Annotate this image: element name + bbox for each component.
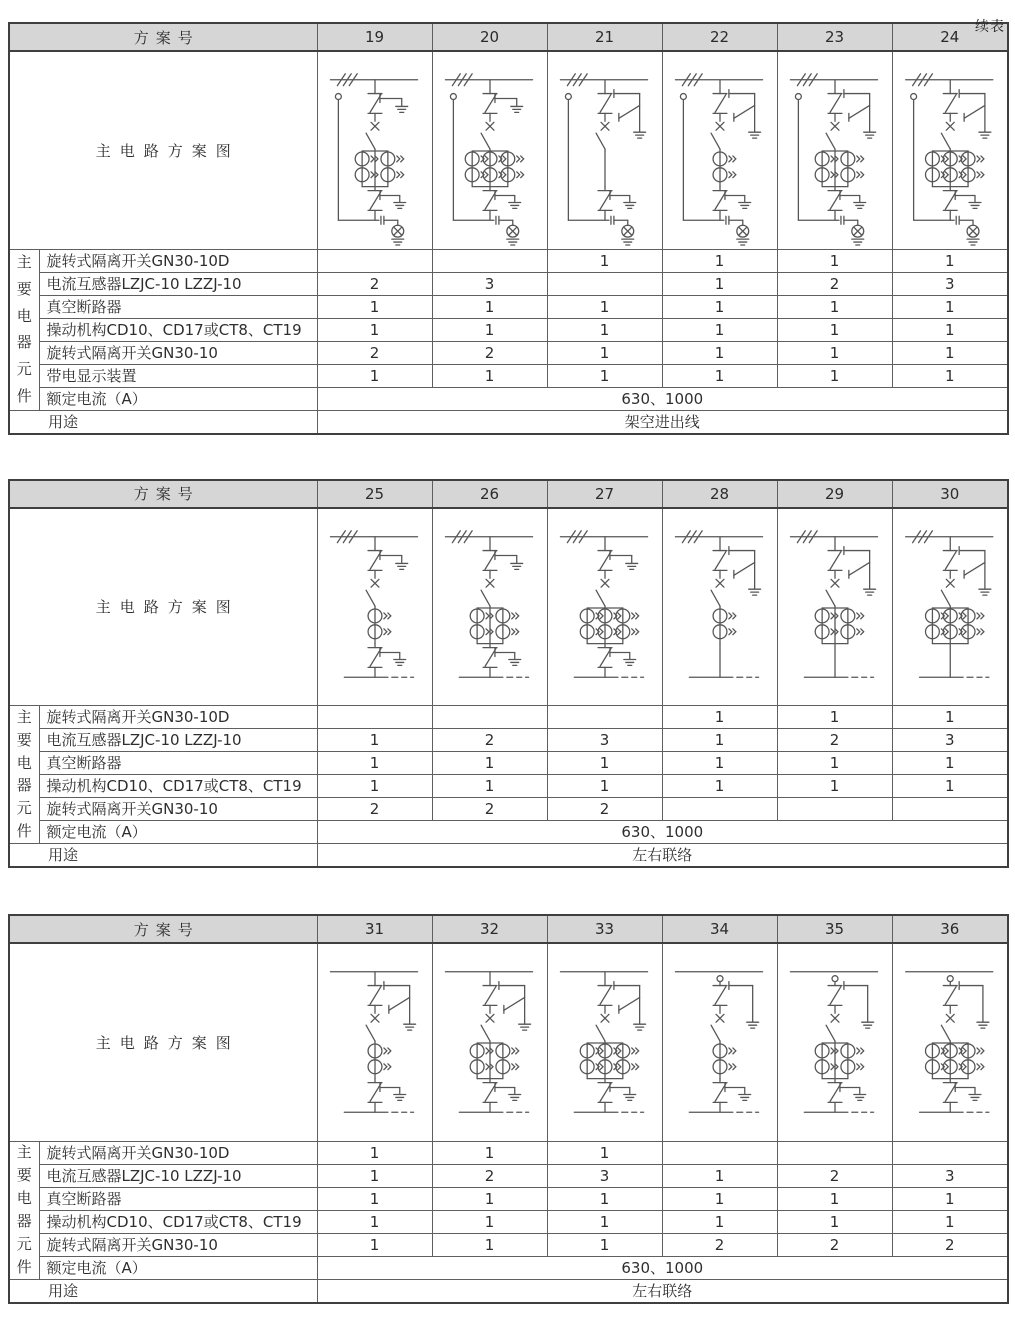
- usage-value: 左右联络: [317, 1279, 1008, 1303]
- component-count: 1: [317, 1210, 432, 1233]
- component-row: [9, 341, 1008, 364]
- diagram-row: [9, 51, 1008, 249]
- scheme-no-header: 方案号: [9, 480, 317, 508]
- component-count: 2: [777, 1233, 892, 1256]
- circuit-diagram: [777, 943, 892, 1141]
- header-row: [9, 23, 1008, 51]
- component-count: [317, 706, 432, 729]
- component-count: 1: [432, 1187, 547, 1210]
- rated-current-label: 额定电流（A）: [39, 1256, 317, 1279]
- component-count: 3: [892, 272, 1008, 295]
- component-count: 1: [317, 364, 432, 387]
- component-row: [9, 364, 1008, 387]
- circuit-diagram: [662, 508, 777, 706]
- component-count: 1: [547, 775, 662, 798]
- component-count: 1: [777, 706, 892, 729]
- component-count: 2: [432, 729, 547, 752]
- circuit-diagram: [777, 508, 892, 706]
- circuit-diagram: [317, 943, 432, 1141]
- component-count: 3: [432, 272, 547, 295]
- circuit-diagram: [662, 943, 777, 1141]
- scheme-number: 35: [777, 915, 892, 943]
- component-count: 3: [892, 1164, 1008, 1187]
- component-count: 1: [432, 775, 547, 798]
- component-label: 旋转式隔离开关GN30-10D: [39, 1141, 317, 1164]
- rated-current-row: [9, 1256, 1008, 1279]
- component-count: 1: [662, 272, 777, 295]
- rated-current-value: 630、1000: [317, 1256, 1008, 1279]
- component-count: [317, 249, 432, 272]
- component-count: 2: [777, 1164, 892, 1187]
- component-row: [9, 1141, 1008, 1164]
- component-count: [892, 798, 1008, 821]
- component-count: [432, 249, 547, 272]
- component-count: 2: [317, 272, 432, 295]
- component-count: 1: [892, 295, 1008, 318]
- component-count: 1: [892, 775, 1008, 798]
- scheme-number: 29: [777, 480, 892, 508]
- scheme-number: 34: [662, 915, 777, 943]
- scheme-no-header: 方案号: [9, 915, 317, 943]
- header-row: [9, 915, 1008, 943]
- component-count: 1: [892, 364, 1008, 387]
- circuit-diagram: [777, 51, 892, 249]
- component-count: 1: [662, 318, 777, 341]
- component-count: 1: [317, 752, 432, 775]
- scheme-table-31-36: [8, 914, 1009, 1304]
- component-count: 2: [547, 798, 662, 821]
- component-count: 1: [777, 1187, 892, 1210]
- scheme-number: 22: [662, 23, 777, 51]
- scheme-number: 36: [892, 915, 1008, 943]
- usage-row: [9, 1279, 1008, 1303]
- component-group-label: 主 要 电 器 元 件: [9, 249, 39, 410]
- component-count: [432, 706, 547, 729]
- component-count: 3: [892, 729, 1008, 752]
- component-count: [547, 706, 662, 729]
- component-row: [9, 706, 1008, 729]
- component-row: [9, 729, 1008, 752]
- component-count: 1: [777, 249, 892, 272]
- component-count: 1: [662, 1210, 777, 1233]
- usage-row: [9, 410, 1008, 434]
- rated-current-row: [9, 821, 1008, 844]
- component-label: 电流互感器LZJC-10 LZZJ-10: [39, 272, 317, 295]
- component-label: 旋转式隔离开关GN30-10: [39, 798, 317, 821]
- component-count: 2: [432, 798, 547, 821]
- diagram-row: [9, 508, 1008, 706]
- usage-label: 用途: [9, 410, 317, 434]
- scheme-number: 20: [432, 23, 547, 51]
- component-row: [9, 272, 1008, 295]
- component-label: 真空断路器: [39, 295, 317, 318]
- scheme-table-19-24: [8, 22, 1009, 435]
- continued-table-label: 续表: [975, 19, 1005, 35]
- rated-current-label: 额定电流（A）: [39, 821, 317, 844]
- circuit-diagram: [432, 51, 547, 249]
- diagram-section-label: 主电路方案图: [9, 51, 317, 249]
- component-count: 1: [317, 1233, 432, 1256]
- component-row: [9, 752, 1008, 775]
- component-count: 3: [547, 1164, 662, 1187]
- component-row: [9, 1187, 1008, 1210]
- component-count: 1: [432, 318, 547, 341]
- component-count: 1: [662, 364, 777, 387]
- component-count: 1: [777, 341, 892, 364]
- component-count: 1: [892, 752, 1008, 775]
- usage-value: 架空进出线: [317, 410, 1008, 434]
- component-label: 旋转式隔离开关GN30-10: [39, 341, 317, 364]
- component-label: 操动机构CD10、CD17或CT8、CT19: [39, 318, 317, 341]
- scheme-number: 26: [432, 480, 547, 508]
- component-count: 1: [432, 1210, 547, 1233]
- component-count: 2: [317, 798, 432, 821]
- component-count: [547, 272, 662, 295]
- component-count: 1: [317, 775, 432, 798]
- component-count: 1: [892, 318, 1008, 341]
- circuit-diagram: [317, 508, 432, 706]
- component-count: 1: [892, 249, 1008, 272]
- component-count: 1: [662, 1187, 777, 1210]
- component-count: [892, 1141, 1008, 1164]
- usage-value: 左右联络: [317, 844, 1008, 868]
- circuit-diagram: [662, 51, 777, 249]
- component-row: [9, 318, 1008, 341]
- component-row: [9, 249, 1008, 272]
- component-count: 1: [662, 706, 777, 729]
- component-count: 1: [547, 752, 662, 775]
- component-count: 1: [547, 249, 662, 272]
- component-count: 1: [432, 295, 547, 318]
- component-count: 2: [317, 341, 432, 364]
- component-row: [9, 1164, 1008, 1187]
- component-count: 1: [317, 295, 432, 318]
- component-count: 1: [777, 364, 892, 387]
- component-count: 1: [317, 1141, 432, 1164]
- component-count: 1: [317, 318, 432, 341]
- component-count: 1: [547, 295, 662, 318]
- component-count: 2: [432, 341, 547, 364]
- scheme-table-25-30: [8, 479, 1009, 869]
- component-count: 1: [777, 752, 892, 775]
- component-count: 1: [432, 1233, 547, 1256]
- component-count: 1: [892, 1187, 1008, 1210]
- rated-current-value: 630、1000: [317, 821, 1008, 844]
- component-count: 1: [892, 341, 1008, 364]
- component-count: 1: [892, 706, 1008, 729]
- scheme-number: 30: [892, 480, 1008, 508]
- component-count: 1: [777, 1210, 892, 1233]
- usage-label: 用途: [9, 844, 317, 868]
- component-row: [9, 1233, 1008, 1256]
- scheme-number: 23: [777, 23, 892, 51]
- component-count: 1: [662, 775, 777, 798]
- diagram-section-label: 主电路方案图: [9, 508, 317, 706]
- component-count: [662, 1141, 777, 1164]
- component-count: 3: [547, 729, 662, 752]
- component-count: 1: [547, 1210, 662, 1233]
- circuit-diagram: [892, 943, 1008, 1141]
- component-label: 操动机构CD10、CD17或CT8、CT19: [39, 775, 317, 798]
- component-count: [777, 1141, 892, 1164]
- circuit-diagram: [432, 943, 547, 1141]
- component-count: 1: [317, 1164, 432, 1187]
- component-count: 1: [662, 341, 777, 364]
- diagram-section-label: 主电路方案图: [9, 943, 317, 1141]
- component-count: 1: [892, 1210, 1008, 1233]
- rated-current-value: 630、1000: [317, 387, 1008, 410]
- circuit-diagram: [892, 508, 1008, 706]
- component-count: 1: [662, 249, 777, 272]
- circuit-diagram: [432, 508, 547, 706]
- component-count: 1: [547, 364, 662, 387]
- component-label: 带电显示装置: [39, 364, 317, 387]
- scheme-number: 19: [317, 23, 432, 51]
- rated-current-row: [9, 387, 1008, 410]
- usage-label: 用途: [9, 1279, 317, 1303]
- component-count: 2: [892, 1233, 1008, 1256]
- rated-current-label: 额定电流（A）: [39, 387, 317, 410]
- scheme-number: 21: [547, 23, 662, 51]
- component-count: 1: [547, 1187, 662, 1210]
- component-group-label: 主 要 电 器 元 件: [9, 706, 39, 844]
- component-label: 旋转式隔离开关GN30-10: [39, 1233, 317, 1256]
- scheme-number: 25: [317, 480, 432, 508]
- component-count: 2: [662, 1233, 777, 1256]
- scheme-number: 28: [662, 480, 777, 508]
- component-count: 2: [777, 272, 892, 295]
- component-row: [9, 295, 1008, 318]
- component-count: 2: [777, 729, 892, 752]
- component-count: 1: [662, 752, 777, 775]
- circuit-diagram: [547, 943, 662, 1141]
- component-count: [662, 798, 777, 821]
- component-row: [9, 1210, 1008, 1233]
- usage-row: [9, 844, 1008, 868]
- scheme-number: 24: [892, 23, 1008, 51]
- component-count: [777, 798, 892, 821]
- component-row: [9, 775, 1008, 798]
- component-label: 电流互感器LZJC-10 LZZJ-10: [39, 1164, 317, 1187]
- scheme-number: 31: [317, 915, 432, 943]
- circuit-diagram: [317, 51, 432, 249]
- component-count: 1: [777, 295, 892, 318]
- scheme-no-header: 方案号: [9, 23, 317, 51]
- component-label: 真空断路器: [39, 752, 317, 775]
- scheme-number: 32: [432, 915, 547, 943]
- component-count: 1: [317, 1187, 432, 1210]
- component-count: 1: [547, 341, 662, 364]
- component-label: 旋转式隔离开关GN30-10D: [39, 706, 317, 729]
- component-label: 旋转式隔离开关GN30-10D: [39, 249, 317, 272]
- component-count: 1: [547, 1141, 662, 1164]
- component-count: 1: [432, 1141, 547, 1164]
- component-label: 电流互感器LZJC-10 LZZJ-10: [39, 729, 317, 752]
- component-count: 1: [432, 752, 547, 775]
- diagram-row: [9, 943, 1008, 1141]
- component-group-label: 主 要 电 器 元 件: [9, 1141, 39, 1279]
- circuit-diagram: [547, 508, 662, 706]
- circuit-diagram: [547, 51, 662, 249]
- component-label: 操动机构CD10、CD17或CT8、CT19: [39, 1210, 317, 1233]
- component-count: 1: [317, 729, 432, 752]
- circuit-diagram: [892, 51, 1008, 249]
- component-count: 1: [662, 729, 777, 752]
- component-count: 2: [432, 1164, 547, 1187]
- component-count: 1: [662, 295, 777, 318]
- scheme-number: 33: [547, 915, 662, 943]
- component-label: 真空断路器: [39, 1187, 317, 1210]
- component-count: 1: [547, 318, 662, 341]
- component-count: 1: [432, 364, 547, 387]
- component-count: 1: [547, 1233, 662, 1256]
- scheme-number: 27: [547, 480, 662, 508]
- component-row: [9, 798, 1008, 821]
- component-count: 1: [777, 318, 892, 341]
- component-count: 1: [662, 1164, 777, 1187]
- header-row: [9, 480, 1008, 508]
- component-count: 1: [777, 775, 892, 798]
